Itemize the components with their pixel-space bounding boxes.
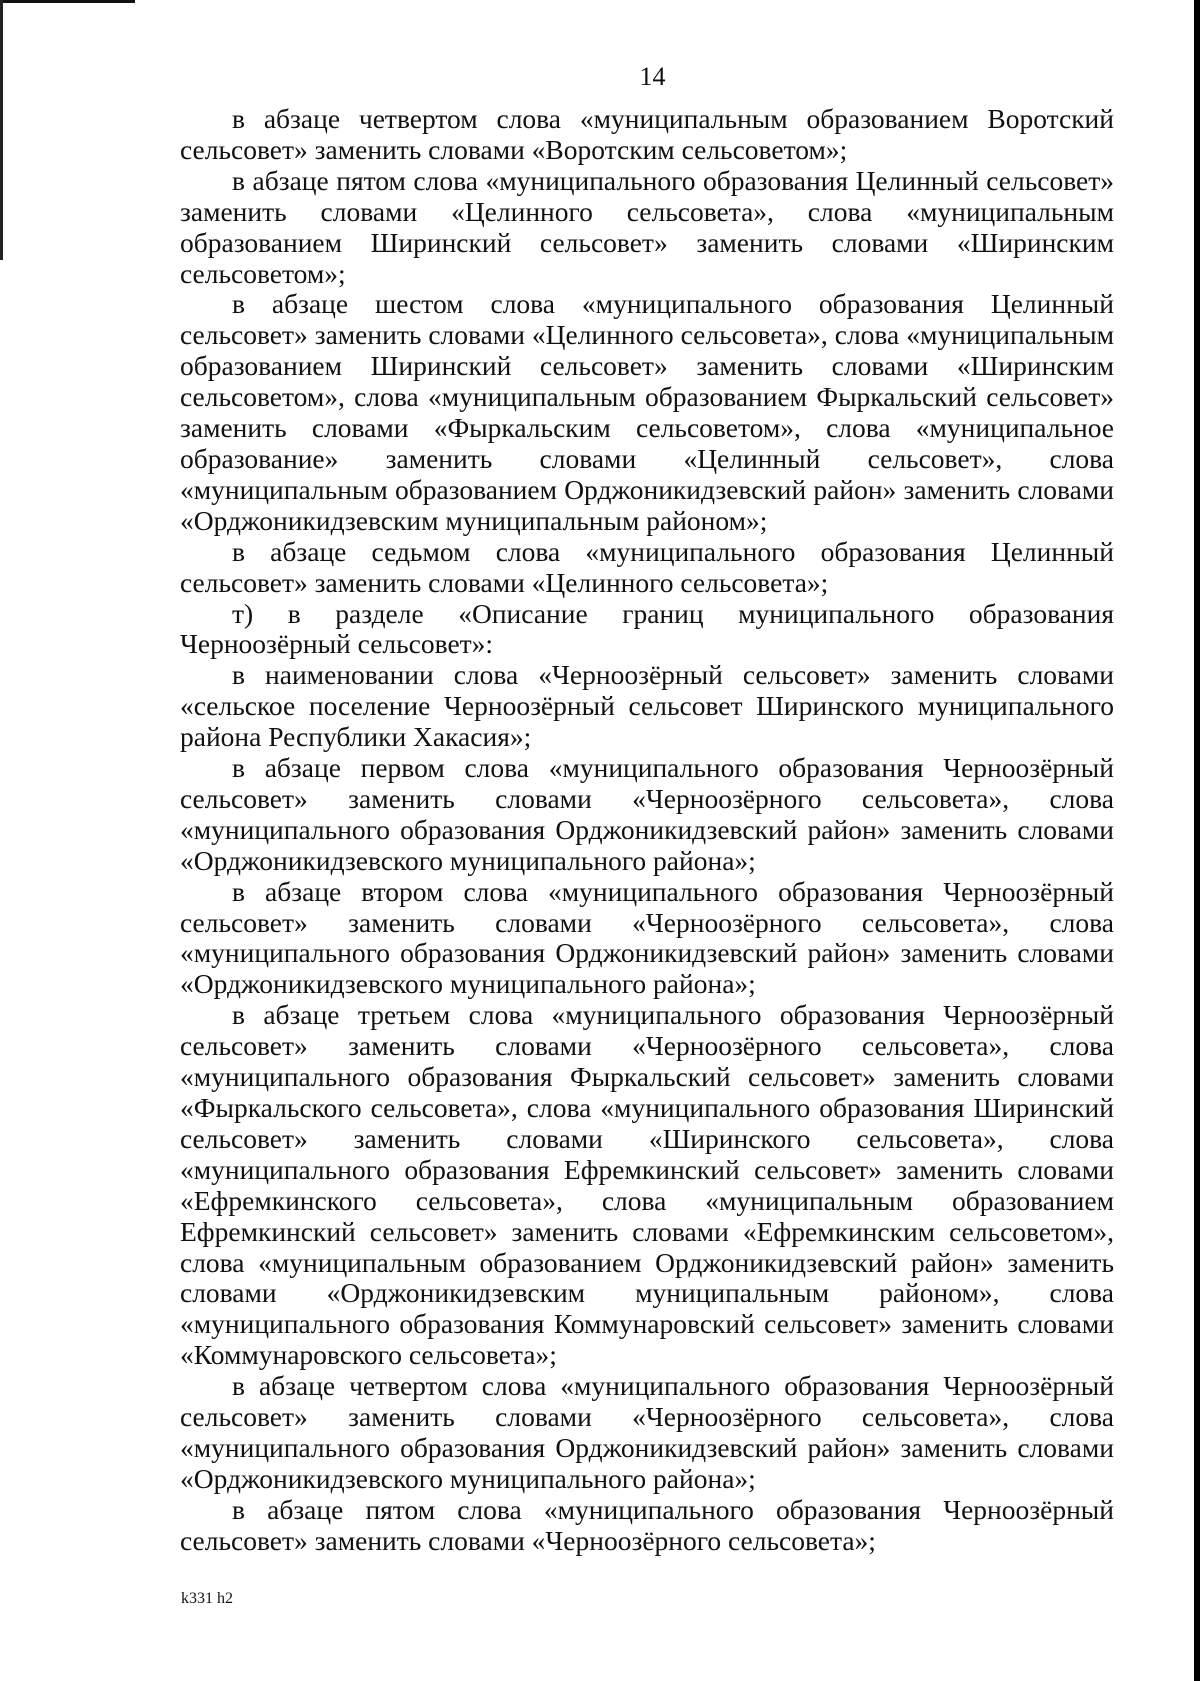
scan-edge-top bbox=[0, 0, 135, 3]
scan-edge-right bbox=[1194, 0, 1200, 1681]
page-number: 14 bbox=[639, 62, 666, 91]
footer-document-code: k331 h2 bbox=[181, 1590, 233, 1607]
paragraph: в абзаце третьем слова «муниципального образования Черноозёрный сельсовет» заменить словами «Черноозёрного сельсовета», слова «муниципального образования Фыркальский сельсовет» заменить словами «Фыркальского сельсовета», слова «муниципального образования Ширинский сельсовет» заменить словами «Ширинского сельсовета», слова «муниципального образования Ефремкинский сельсовет» заменить словами «Ефремкинского сельсовета», слова «муниципальным образованием Ефремкинский сельсовет» заменить словами «Ефремкинским сельсоветом», слова «муниципальным образованием Орджоникидзевский район» заменить словами «Орджоникидзевским муниципальным районом», слова «муниципального образования Коммунаровский сельсовет» заменить словами «Коммунаровского сельсовета»; bbox=[180, 999, 1114, 1371]
paragraph: в абзаце четвертом слова «муниципального образования Черноозёрный сельсовет» заменить словами «Черноозёрного сельсовета», слова «муниципального образования Орджоникидзевский район» заменить словами «Орджоникидзевского муниципального района»; bbox=[180, 1370, 1114, 1494]
paragraph: в абзаце седьмом слова «муниципального образования Целинный сельсовет» заменить словами «Целинного сельсовета»; bbox=[180, 535, 1114, 598]
paragraph: в абзаце пятом слова «муниципального образования Целинный сельсовет» заменить словами «Целинного сельсовета», слова «муниципальным образованием Ширинский сельсовет» заменить словами «Ширинским сельсоветом»; bbox=[180, 164, 1114, 289]
paragraph: в абзаце четвертом слова «муниципальным образованием Воротский сельсовет» заменить словами «Воротским сельсоветом»; bbox=[180, 103, 1114, 165]
paragraph: в абзаце пятом слова «муниципального образования Черноозёрный сельсовет» заменить словами «Черноозёрного сельсовета»; bbox=[180, 1493, 1114, 1556]
document-body bbox=[180, 104, 1114, 1557]
paragraph: в абзаце шестом слова «муниципального образования Целинный сельсовет» заменить словами «Целинного сельсовета», слова «муниципальным образованием Ширинский сельсовет» заменить словами «Ширинским сельсоветом», слова «муниципальным образованием Фыркальский сельсовет» заменить словами «Фыркальским сельсоветом», слова «муниципальное образование» заменить словами «Целинный сельсовет», слова «муниципальным образованием Орджоникидзевский район» заменить словами «Орджоникидзевским муниципальным районом»; bbox=[180, 288, 1114, 536]
paragraph: в абзаце первом слова «муниципального образования Черноозёрный сельсовет» заменить словами «Черноозёрного сельсовета», слова «муниципального образования Орджоникидзевский район» заменить словами «Орджоникидзевского муниципального района»; bbox=[180, 752, 1114, 876]
paragraph: т) в разделе «Описание границ муниципального образования Черноозёрный сельсовет»: bbox=[180, 597, 1114, 660]
paragraph: в наименовании слова «Черноозёрный сельсовет» заменить словами «сельское поселение Черноозёрный сельсовет Ширинского муниципального района Республики Хакасия»; bbox=[180, 659, 1114, 753]
paragraph: в абзаце втором слова «муниципального образования Черноозёрный сельсовет» заменить словами «Черноозёрного сельсовета», слова «муниципального образования Орджоникидзевский район» заменить словами «Орджоникидзевского муниципального района»; bbox=[180, 875, 1114, 1000]
scan-edge-left bbox=[0, 0, 3, 260]
